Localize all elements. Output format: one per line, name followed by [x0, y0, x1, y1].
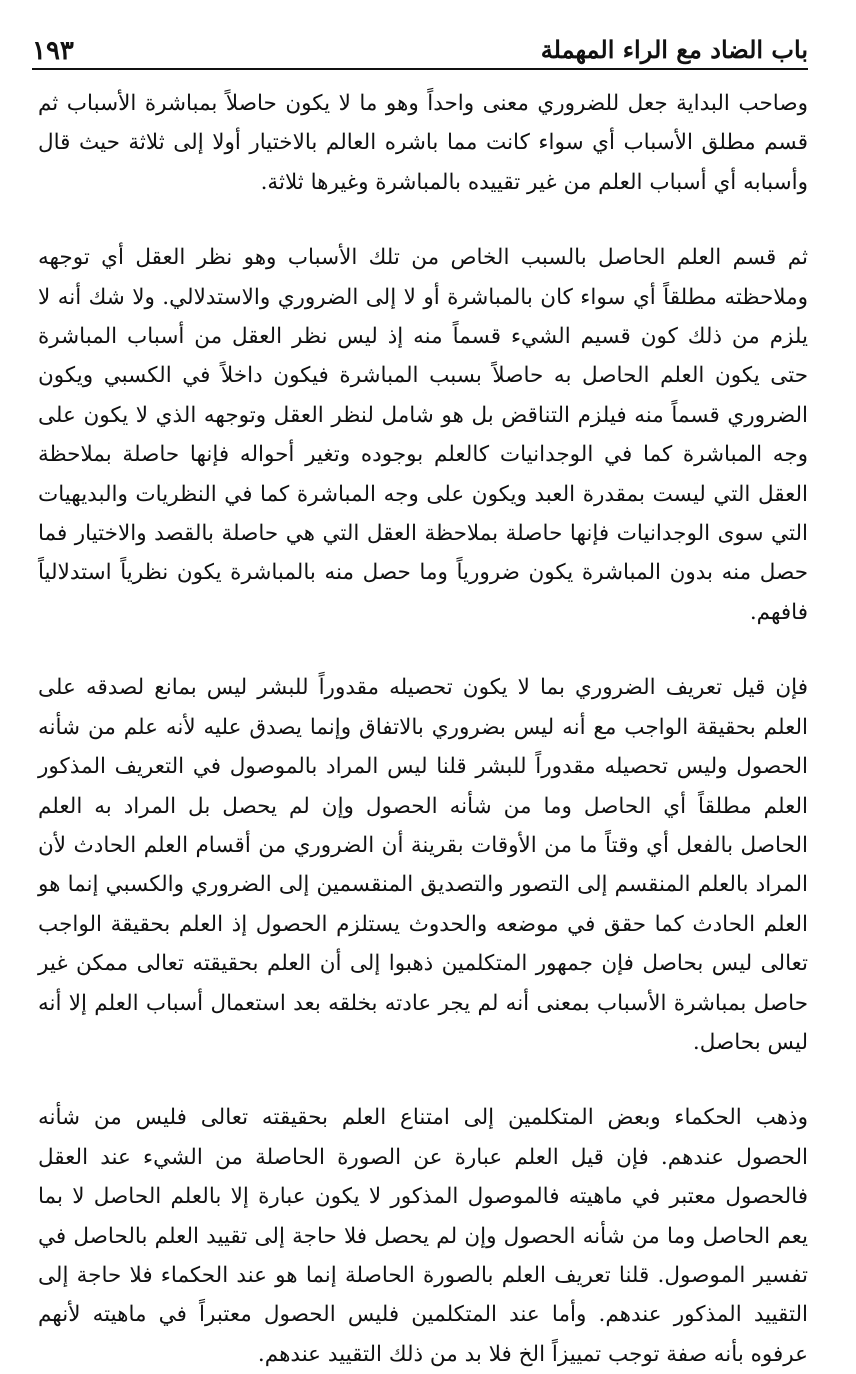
- paragraph: فإن قيل تعريف الضروري بما لا يكون تحصيله مقدوراً للبشر ليس بمانع لصدقه على العلم بحقيقة الواجب مع أنه ليس بضروري بالاتفاق وإنما يصدق عليه لأنه علم من شأنه الحصول وليس تحصيله مقدوراً للبشر قلنا ليس المراد بالموصول في التعريف المذكور العلم مطلقاً أي الحاصل وما من شأنه الحصول وإن لم يحصل بل المراد به العلم الحاصل بالفعل أي وقتاً ما من الأوقات بقرينة أن الضروري من أقسام العلم الحادث لأن المراد بالعلم المنقسم إلى التصور والتصديق المنقسمين إلى الضروري والكسبي إنما هو العلم الحادث كما حقق في موضعه والحدوث يستلزم الحصول إذ العلم بحقيقة الواجب تعالى ليس بحاصل فإن جمهور المتكلمين ذهبوا إلى أن العلم بحقيقته تعالى ممكن غير حاصل بمباشرة الأسباب بمعنى أنه لم يجر عادته بخلقه بعد استعمال أسباب العلم إلا أنه ليس بحاصل.: [38, 675, 808, 1055]
- chapter-title: باب الضاد مع الراء المهملة: [540, 35, 808, 64]
- paragraph: وصاحب البداية جعل للضروري معنى واحداً وهو ما لا يكون حاصلاً بمباشرة الأسباب ثم قسم مطلق الأسباب أي سواء كانت مما باشره العالم بالاختيار أولا إلى ثلاثة حيث قال وأسبابه أي أسباب العلم من غير تقييده بالمباشرة وغيرها ثلاثة.: [38, 91, 808, 195]
- running-header: [32, 28, 808, 70]
- page-number: ١٩٣: [32, 36, 74, 66]
- paragraph: وذهب الحكماء وبعض المتكلمين إلى امتناع العلم بحقيقته تعالى فليس من شأنه الحصول عندهم. فإن قيل العلم عبارة عن الصورة الحاصلة من الشيء عند العقل فالحصول معتبر في ماهيته فالموصول المذكور لا يكون عبارة إلا بالعلم الحاصل لا بما يعم الحاصل وما من شأنه الحصول وإن لم يحصل فلا حاجة إلى تقييد العلم بالحاصل في تفسير الموصول. قلنا تعريف العلم بالصورة الحاصلة إنما هو عند الحكماء فلا حاجة إلى التقييد المذكور عندهم. وأما عند المتكلمين فليس الحصول معتبراً في ماهيته لأنهم عرفوه بأنه صفة توجب تمييزاً الخ فلا بد من ذلك التقييد عندهم.: [38, 1105, 808, 1367]
- body-text: [38, 84, 808, 1374]
- paragraph: ثم قسم العلم الحاصل بالسبب الخاص من تلك الأسباب وهو نظر العقل أي توجهه وملاحظته مطلقاً أي سواء كان بالمباشرة أو لا إلى الضروري والاستدلالي. ولا شك أنه لا يلزم من ذلك كون قسيم الشيء قسماً منه إذ ليس نظر العقل من أسباب المباشرة حتى يكون العلم الحاصل به حاصلاً بسبب المباشرة فيكون داخلاً في الكسبي ويكون الضروري قسماً منه فيلزم التناقض بل هو شامل لنظر العقل وتوجهه الذي لا يكون على وجه المباشرة كما في الوجدانيات كالعلم بوجوده وتغير أحواله فإنها حاصلة بملاحظة العقل التي ليست بمقدرة العبد ويكون على وجه المباشرة كما في النظريات والبديهيات التي سوى الوجدانيات فإنها حاصلة بملاحظة العقل التي هي حاصلة بالقصد والاختيار فما حصل منه بدون المباشرة يكون ضرورياً وما حصل منه بالمباشرة يكون نظرياً استدلالياً فافهم.: [38, 245, 808, 625]
